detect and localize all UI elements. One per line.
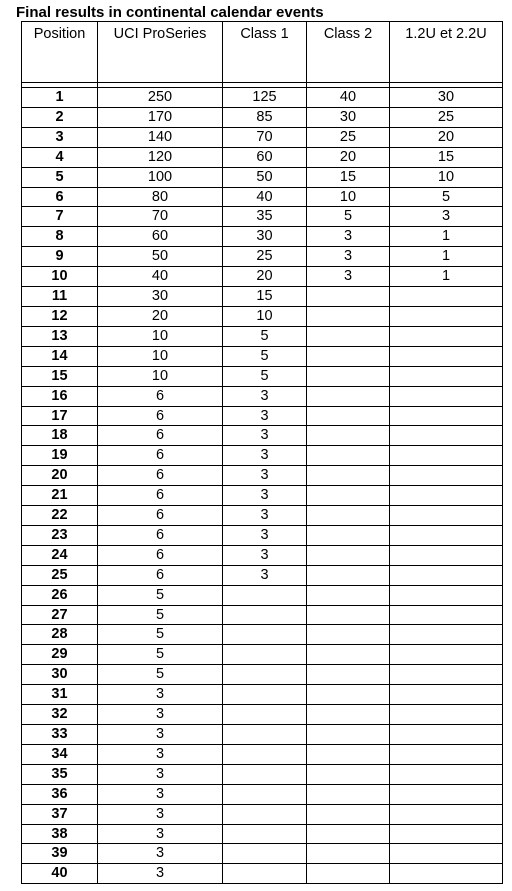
cell-uci-proseries: 80 (98, 187, 223, 207)
cell-1-2u-2-2u (390, 446, 503, 466)
cell-uci-proseries: 6 (98, 545, 223, 565)
cell-1-2u-2-2u (390, 287, 503, 307)
cell-1-2u-2-2u (390, 605, 503, 625)
cell-position: 27 (22, 605, 98, 625)
table-row (22, 506, 503, 526)
cell-1-2u-2-2u (390, 665, 503, 685)
cell-uci-proseries: 3 (98, 864, 223, 884)
cell-class-2 (307, 804, 390, 824)
cell-class-2 (307, 486, 390, 506)
table-row (22, 406, 503, 426)
cell-class-1 (223, 864, 307, 884)
cell-uci-proseries: 5 (98, 585, 223, 605)
table-row (22, 486, 503, 506)
cell-position: 11 (22, 287, 98, 307)
cell-class-2 (307, 725, 390, 745)
cell-class-2 (307, 744, 390, 764)
cell-1-2u-2-2u: 1 (390, 247, 503, 267)
cell-position: 32 (22, 705, 98, 725)
cell-position: 19 (22, 446, 98, 466)
cell-1-2u-2-2u: 3 (390, 207, 503, 227)
cell-1-2u-2-2u (390, 744, 503, 764)
cell-1-2u-2-2u (390, 705, 503, 725)
cell-uci-proseries: 6 (98, 466, 223, 486)
cell-position: 10 (22, 267, 98, 287)
cell-class-2: 3 (307, 247, 390, 267)
cell-position: 17 (22, 406, 98, 426)
cell-uci-proseries: 30 (98, 287, 223, 307)
table-row (22, 725, 503, 745)
cell-class-2: 30 (307, 107, 390, 127)
table-row (22, 565, 503, 585)
cell-uci-proseries: 6 (98, 406, 223, 426)
cell-class-1: 5 (223, 366, 307, 386)
cell-class-1: 3 (223, 466, 307, 486)
table-row (22, 88, 503, 108)
header-row (22, 22, 503, 83)
cell-uci-proseries: 170 (98, 107, 223, 127)
table-row (22, 247, 503, 267)
cell-class-1 (223, 665, 307, 685)
table-row (22, 287, 503, 307)
cell-class-2 (307, 366, 390, 386)
cell-position: 7 (22, 207, 98, 227)
cell-1-2u-2-2u (390, 486, 503, 506)
column-header-uci-proseries: UCI ProSeries (98, 22, 223, 83)
cell-1-2u-2-2u (390, 366, 503, 386)
cell-class-1: 20 (223, 267, 307, 287)
table-row (22, 107, 503, 127)
cell-1-2u-2-2u: 30 (390, 88, 503, 108)
cell-uci-proseries: 20 (98, 306, 223, 326)
cell-class-2 (307, 625, 390, 645)
cell-class-1: 35 (223, 207, 307, 227)
cell-position: 1 (22, 88, 98, 108)
cell-1-2u-2-2u: 1 (390, 267, 503, 287)
cell-uci-proseries: 6 (98, 565, 223, 585)
table-row (22, 346, 503, 366)
cell-1-2u-2-2u (390, 625, 503, 645)
cell-uci-proseries: 3 (98, 804, 223, 824)
table-row (22, 645, 503, 665)
cell-1-2u-2-2u (390, 386, 503, 406)
cell-class-2 (307, 864, 390, 884)
cell-position: 36 (22, 784, 98, 804)
cell-position: 25 (22, 565, 98, 585)
column-header-class-1: Class 1 (223, 22, 307, 83)
cell-1-2u-2-2u (390, 824, 503, 844)
cell-position: 24 (22, 545, 98, 565)
cell-position: 34 (22, 744, 98, 764)
table-row (22, 824, 503, 844)
cell-1-2u-2-2u (390, 506, 503, 526)
cell-position: 14 (22, 346, 98, 366)
table-row (22, 545, 503, 565)
cell-class-1: 3 (223, 506, 307, 526)
cell-class-1: 3 (223, 486, 307, 506)
cell-1-2u-2-2u (390, 406, 503, 426)
table-row (22, 446, 503, 466)
cell-1-2u-2-2u (390, 565, 503, 585)
table-row (22, 426, 503, 446)
cell-class-1 (223, 804, 307, 824)
cell-class-1: 15 (223, 287, 307, 307)
table-row (22, 784, 503, 804)
cell-class-1 (223, 625, 307, 645)
cell-1-2u-2-2u (390, 545, 503, 565)
cell-1-2u-2-2u: 25 (390, 107, 503, 127)
cell-position: 5 (22, 167, 98, 187)
table-row (22, 326, 503, 346)
cell-uci-proseries: 10 (98, 346, 223, 366)
cell-uci-proseries: 3 (98, 764, 223, 784)
cell-class-2: 10 (307, 187, 390, 207)
cell-class-1: 5 (223, 346, 307, 366)
cell-1-2u-2-2u (390, 306, 503, 326)
table-row (22, 127, 503, 147)
cell-position: 37 (22, 804, 98, 824)
cell-position: 28 (22, 625, 98, 645)
cell-1-2u-2-2u (390, 784, 503, 804)
cell-uci-proseries: 3 (98, 705, 223, 725)
cell-class-2 (307, 287, 390, 307)
cell-position: 39 (22, 844, 98, 864)
cell-uci-proseries: 3 (98, 744, 223, 764)
table-row (22, 306, 503, 326)
table-row (22, 605, 503, 625)
table-row (22, 466, 503, 486)
cell-uci-proseries: 3 (98, 784, 223, 804)
cell-class-1: 25 (223, 247, 307, 267)
cell-uci-proseries: 3 (98, 844, 223, 864)
cell-position: 2 (22, 107, 98, 127)
cell-class-2 (307, 685, 390, 705)
column-header-position: Position (22, 22, 98, 83)
cell-class-2 (307, 844, 390, 864)
cell-position: 26 (22, 585, 98, 605)
cell-class-2: 3 (307, 267, 390, 287)
table-row (22, 864, 503, 884)
cell-1-2u-2-2u: 1 (390, 227, 503, 247)
cell-class-1: 3 (223, 525, 307, 545)
column-header-class-2: Class 2 (307, 22, 390, 83)
cell-class-2 (307, 406, 390, 426)
cell-class-1: 10 (223, 306, 307, 326)
cell-uci-proseries: 100 (98, 167, 223, 187)
table-row (22, 187, 503, 207)
cell-class-2 (307, 326, 390, 346)
cell-class-1: 50 (223, 167, 307, 187)
cell-class-1: 3 (223, 565, 307, 585)
table-row (22, 147, 503, 167)
cell-class-1: 3 (223, 386, 307, 406)
cell-class-2 (307, 506, 390, 526)
cell-class-2 (307, 824, 390, 844)
cell-class-2: 15 (307, 167, 390, 187)
cell-class-1 (223, 784, 307, 804)
cell-1-2u-2-2u (390, 725, 503, 745)
table-row (22, 625, 503, 645)
cell-class-1: 40 (223, 187, 307, 207)
cell-class-1: 3 (223, 426, 307, 446)
cell-class-2 (307, 545, 390, 565)
cell-class-1 (223, 705, 307, 725)
cell-position: 40 (22, 864, 98, 884)
cell-class-2: 40 (307, 88, 390, 108)
cell-1-2u-2-2u (390, 645, 503, 665)
cell-position: 21 (22, 486, 98, 506)
cell-class-1 (223, 645, 307, 665)
cell-class-2: 20 (307, 147, 390, 167)
cell-position: 16 (22, 386, 98, 406)
cell-class-2 (307, 605, 390, 625)
cell-1-2u-2-2u (390, 585, 503, 605)
cell-class-2 (307, 446, 390, 466)
cell-position: 6 (22, 187, 98, 207)
cell-uci-proseries: 3 (98, 725, 223, 745)
table-row (22, 705, 503, 725)
cell-position: 13 (22, 326, 98, 346)
table-row (22, 844, 503, 864)
cell-class-2 (307, 645, 390, 665)
cell-class-1: 70 (223, 127, 307, 147)
cell-1-2u-2-2u (390, 804, 503, 824)
cell-position: 23 (22, 525, 98, 545)
cell-class-2 (307, 386, 390, 406)
cell-uci-proseries: 5 (98, 665, 223, 685)
cell-class-1: 125 (223, 88, 307, 108)
table-row (22, 665, 503, 685)
cell-uci-proseries: 40 (98, 267, 223, 287)
cell-1-2u-2-2u (390, 466, 503, 486)
cell-1-2u-2-2u (390, 764, 503, 784)
cell-class-2 (307, 764, 390, 784)
cell-position: 18 (22, 426, 98, 446)
table-row (22, 525, 503, 545)
cell-position: 35 (22, 764, 98, 784)
cell-uci-proseries: 6 (98, 446, 223, 466)
cell-1-2u-2-2u (390, 685, 503, 705)
cell-uci-proseries: 70 (98, 207, 223, 227)
results-table (21, 21, 503, 884)
cell-class-1 (223, 585, 307, 605)
cell-class-1 (223, 725, 307, 745)
cell-class-1: 85 (223, 107, 307, 127)
cell-uci-proseries: 140 (98, 127, 223, 147)
cell-uci-proseries: 5 (98, 645, 223, 665)
cell-class-2 (307, 565, 390, 585)
table-row (22, 685, 503, 705)
cell-class-2 (307, 665, 390, 685)
cell-class-1: 5 (223, 326, 307, 346)
cell-class-1 (223, 744, 307, 764)
cell-class-2 (307, 585, 390, 605)
cell-position: 22 (22, 506, 98, 526)
cell-position: 31 (22, 685, 98, 705)
cell-position: 29 (22, 645, 98, 665)
cell-class-1: 30 (223, 227, 307, 247)
cell-class-2 (307, 466, 390, 486)
cell-class-2 (307, 705, 390, 725)
cell-class-2: 3 (307, 227, 390, 247)
cell-class-1 (223, 844, 307, 864)
cell-uci-proseries: 120 (98, 147, 223, 167)
cell-class-1: 3 (223, 406, 307, 426)
cell-1-2u-2-2u (390, 525, 503, 545)
cell-class-1 (223, 605, 307, 625)
table-row (22, 207, 503, 227)
cell-position: 8 (22, 227, 98, 247)
cell-class-2 (307, 784, 390, 804)
cell-uci-proseries: 6 (98, 486, 223, 506)
cell-class-1 (223, 764, 307, 784)
cell-1-2u-2-2u: 10 (390, 167, 503, 187)
cell-position: 20 (22, 466, 98, 486)
cell-class-2: 5 (307, 207, 390, 227)
table-body (22, 83, 503, 884)
cell-1-2u-2-2u (390, 426, 503, 446)
cell-1-2u-2-2u: 5 (390, 187, 503, 207)
cell-uci-proseries: 6 (98, 386, 223, 406)
table-row (22, 585, 503, 605)
cell-class-1 (223, 685, 307, 705)
cell-1-2u-2-2u (390, 326, 503, 346)
table-row (22, 386, 503, 406)
table-row (22, 764, 503, 784)
cell-uci-proseries: 6 (98, 506, 223, 526)
cell-position: 12 (22, 306, 98, 326)
table-row (22, 366, 503, 386)
cell-uci-proseries: 3 (98, 685, 223, 705)
table-row (22, 744, 503, 764)
page-title: Final results in continental calendar events (16, 4, 324, 21)
cell-position: 38 (22, 824, 98, 844)
cell-uci-proseries: 5 (98, 625, 223, 645)
cell-class-2: 25 (307, 127, 390, 147)
cell-1-2u-2-2u (390, 346, 503, 366)
cell-uci-proseries: 10 (98, 366, 223, 386)
table-row (22, 167, 503, 187)
column-header-1-2u-2-2u: 1.2U et 2.2U (390, 22, 503, 83)
cell-class-1: 60 (223, 147, 307, 167)
cell-uci-proseries: 6 (98, 525, 223, 545)
cell-position: 9 (22, 247, 98, 267)
cell-position: 30 (22, 665, 98, 685)
cell-position: 4 (22, 147, 98, 167)
cell-1-2u-2-2u: 15 (390, 147, 503, 167)
cell-class-2 (307, 426, 390, 446)
cell-position: 33 (22, 725, 98, 745)
cell-position: 15 (22, 366, 98, 386)
cell-class-1: 3 (223, 446, 307, 466)
cell-uci-proseries: 50 (98, 247, 223, 267)
cell-1-2u-2-2u (390, 864, 503, 884)
cell-uci-proseries: 60 (98, 227, 223, 247)
cell-uci-proseries: 250 (98, 88, 223, 108)
cell-class-2 (307, 306, 390, 326)
table-row (22, 267, 503, 287)
cell-class-1: 3 (223, 545, 307, 565)
cell-uci-proseries: 10 (98, 326, 223, 346)
cell-uci-proseries: 5 (98, 605, 223, 625)
cell-class-2 (307, 346, 390, 366)
cell-uci-proseries: 3 (98, 824, 223, 844)
cell-1-2u-2-2u: 20 (390, 127, 503, 147)
cell-uci-proseries: 6 (98, 426, 223, 446)
table-row (22, 227, 503, 247)
cell-1-2u-2-2u (390, 844, 503, 864)
cell-position: 3 (22, 127, 98, 147)
cell-class-1 (223, 824, 307, 844)
table-row (22, 804, 503, 824)
cell-class-2 (307, 525, 390, 545)
